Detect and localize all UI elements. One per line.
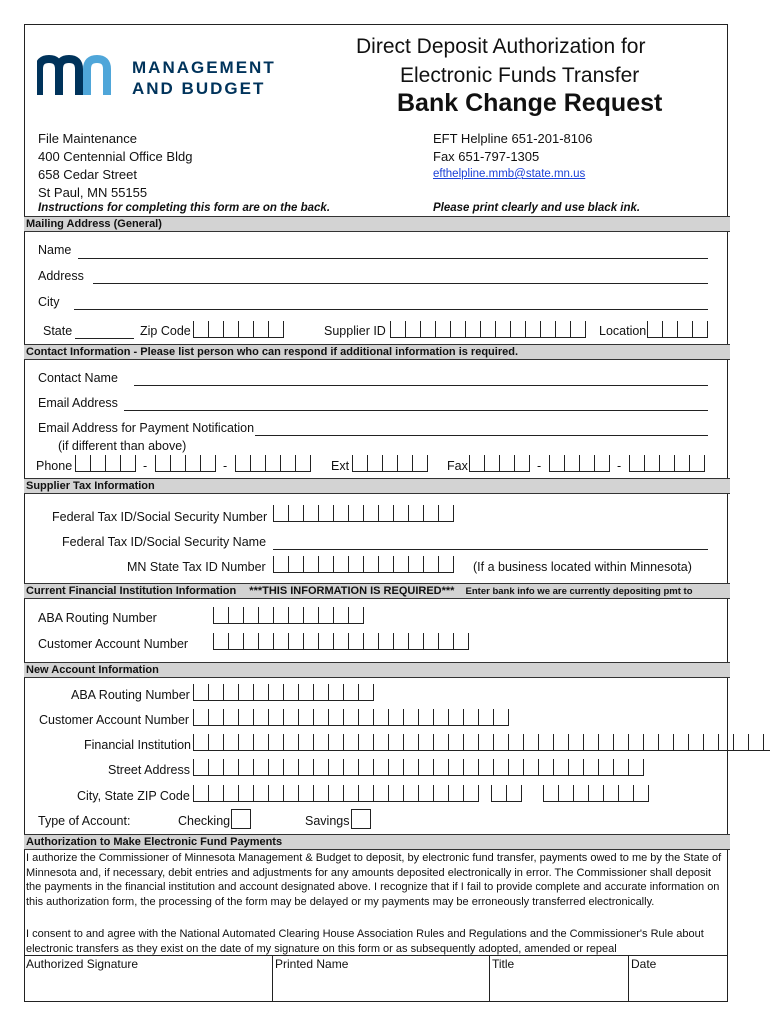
contact-email-label: Email Address — [38, 396, 118, 410]
fax-line-input[interactable] — [629, 455, 705, 472]
address-line2: 400 Centennial Office Bldg — [38, 149, 193, 164]
address-line4: St Paul, MN 55155 — [38, 185, 148, 200]
title-line1: Direct Deposit Authorization for — [356, 35, 646, 58]
name-input[interactable] — [78, 258, 708, 259]
authorization-header: Authorization to Make Electronic Fund Payments — [24, 834, 730, 850]
current-aba-label: ABA Routing Number — [38, 611, 157, 625]
city-label: City — [38, 295, 60, 309]
phone-label: Phone — [36, 459, 73, 473]
title-field-label: Title — [492, 957, 515, 971]
account-type-label: Type of Account: — [38, 814, 131, 828]
city-state-zip-label: City, State ZIP Code — [77, 789, 190, 803]
signature-top-rule — [24, 955, 728, 956]
payment-email-input[interactable] — [255, 435, 708, 436]
location-label: Location — [599, 324, 647, 338]
institution-label: Financial Institution — [84, 738, 192, 752]
current-required: ***THIS INFORMATION IS REQUIRED*** — [249, 585, 455, 597]
authorization-para-2: I consent to and agree with the National Automated Clearing House Association Rules and Regulations and the Commissioner's Rule about electronic transfers as they exist on the date of my signature on this form or as subsequently adopted, amended or repeal — [26, 928, 704, 955]
current-account-input[interactable] — [213, 633, 469, 650]
mn-tax-id-label: MN State Tax ID Number — [127, 560, 266, 574]
checking-checkbox[interactable] — [231, 809, 251, 829]
contact-header: Contact Information - Please list person who can respond if additional information is required. — [24, 344, 730, 360]
federal-name-label: Federal Tax ID/Social Security Name — [62, 535, 267, 549]
fax-number: Fax 651-797-1305 — [433, 149, 540, 164]
supplier-id-input[interactable] — [390, 321, 586, 338]
address-line1: File Maintenance — [38, 131, 137, 146]
street-label: Street Address — [108, 763, 190, 777]
print-note: Please print clearly and use black ink. — [433, 202, 641, 214]
brand-line2: AND BUDGET — [132, 79, 266, 98]
new-account-header: New Account Information — [24, 662, 730, 678]
name-label: Name — [38, 243, 72, 257]
signature-divider-3 — [628, 956, 629, 1002]
authorized-signature-label: Authorized Signature — [26, 957, 139, 971]
state-input-boxes[interactable] — [491, 785, 522, 802]
address-line3: 658 Cedar Street — [38, 167, 138, 182]
authorization-para-1: I authorize the Commissioner of Minnesota Management & Budget to deposit, by electronic fund transfer, payments owed to me by the State of Minnesota and, if necessary, debit entries and adjustments for any amounts deposited electronically in error. The Commissioner shall deposit the payments in the financial institution and account designated above. I recognize that if I fail to provide complete and accurate information on this authorization form, the processing of the form may be delayed or my payments may be erroneously transferred electronically. — [26, 852, 722, 908]
fax-dash-1: - — [537, 459, 542, 473]
new-aba-input[interactable] — [193, 684, 374, 701]
phone-dash-1: - — [143, 459, 148, 473]
state-input[interactable] — [75, 338, 134, 339]
fax-area-input[interactable] — [469, 455, 530, 472]
federal-id-input[interactable] — [273, 505, 454, 522]
contact-email-input[interactable] — [124, 410, 708, 411]
zip-input[interactable] — [193, 321, 284, 338]
phone-line-input[interactable] — [235, 455, 311, 472]
new-account-input[interactable] — [193, 709, 509, 726]
fax-prefix-input[interactable] — [549, 455, 610, 472]
new-aba-label: ABA Routing Number — [71, 688, 190, 702]
brand-line1: MANAGEMENT — [132, 58, 276, 77]
tax-header: Supplier Tax Information — [24, 478, 730, 494]
zip-input-boxes[interactable] — [543, 785, 649, 802]
new-account-label: Customer Account Number — [39, 713, 190, 727]
mn-tax-note: (If a business located within Minnesota) — [473, 560, 692, 574]
date-field-label: Date — [631, 957, 657, 971]
address-label: Address — [38, 269, 84, 283]
address-input[interactable] — [93, 283, 708, 284]
savings-label: Savings — [305, 814, 350, 828]
signature-divider-1 — [272, 956, 273, 1002]
street-input[interactable] — [193, 759, 644, 776]
email-link[interactable]: efthelpline.mmb@state.mn.us — [433, 168, 586, 180]
mn-logo — [37, 55, 127, 104]
savings-checkbox[interactable] — [351, 809, 371, 829]
ext-label: Ext — [331, 459, 350, 473]
state-label: State — [43, 324, 73, 338]
mn-tax-id-input[interactable] — [273, 556, 454, 573]
current-header-title: Current Financial Institution Information — [26, 585, 237, 597]
fax-dash-2: - — [617, 459, 622, 473]
fax-label: Fax — [447, 459, 468, 473]
if-different-note: (if different than above) — [58, 439, 187, 453]
page-title: Bank Change Request — [397, 89, 663, 117]
current-aba-input[interactable] — [213, 607, 364, 624]
signature-divider-2 — [489, 956, 490, 1002]
current-header — [24, 583, 730, 599]
zip-label: Zip Code — [140, 324, 191, 338]
city-input[interactable] — [74, 309, 708, 310]
payment-email-label: Email Address for Payment Notification — [38, 421, 255, 435]
instructions-note: Instructions for completing this form are on the back. — [38, 202, 331, 214]
federal-id-label: Federal Tax ID/Social Security Number — [52, 510, 268, 524]
phone-dash-2: - — [223, 459, 228, 473]
current-account-label: Customer Account Number — [38, 637, 189, 651]
institution-input[interactable] — [193, 734, 770, 751]
contact-name-label: Contact Name — [38, 371, 118, 385]
ext-input[interactable] — [352, 455, 428, 472]
phone-area-input[interactable] — [75, 455, 136, 472]
title-line2: Electronic Funds Transfer — [400, 64, 640, 87]
mailing-header: Mailing Address (General) — [24, 216, 730, 232]
contact-name-input[interactable] — [134, 385, 708, 386]
city-input-boxes[interactable] — [193, 785, 479, 802]
supplier-id-label: Supplier ID — [324, 324, 386, 338]
printed-name-label: Printed Name — [275, 957, 349, 971]
checking-label: Checking — [178, 814, 231, 828]
phone-prefix-input[interactable] — [155, 455, 216, 472]
current-note: Enter bank info we are currently depositing pmt to — [465, 586, 693, 597]
location-input[interactable] — [647, 321, 708, 338]
helpline: EFT Helpline 651-201-8106 — [433, 131, 593, 146]
federal-name-input[interactable] — [273, 549, 708, 550]
